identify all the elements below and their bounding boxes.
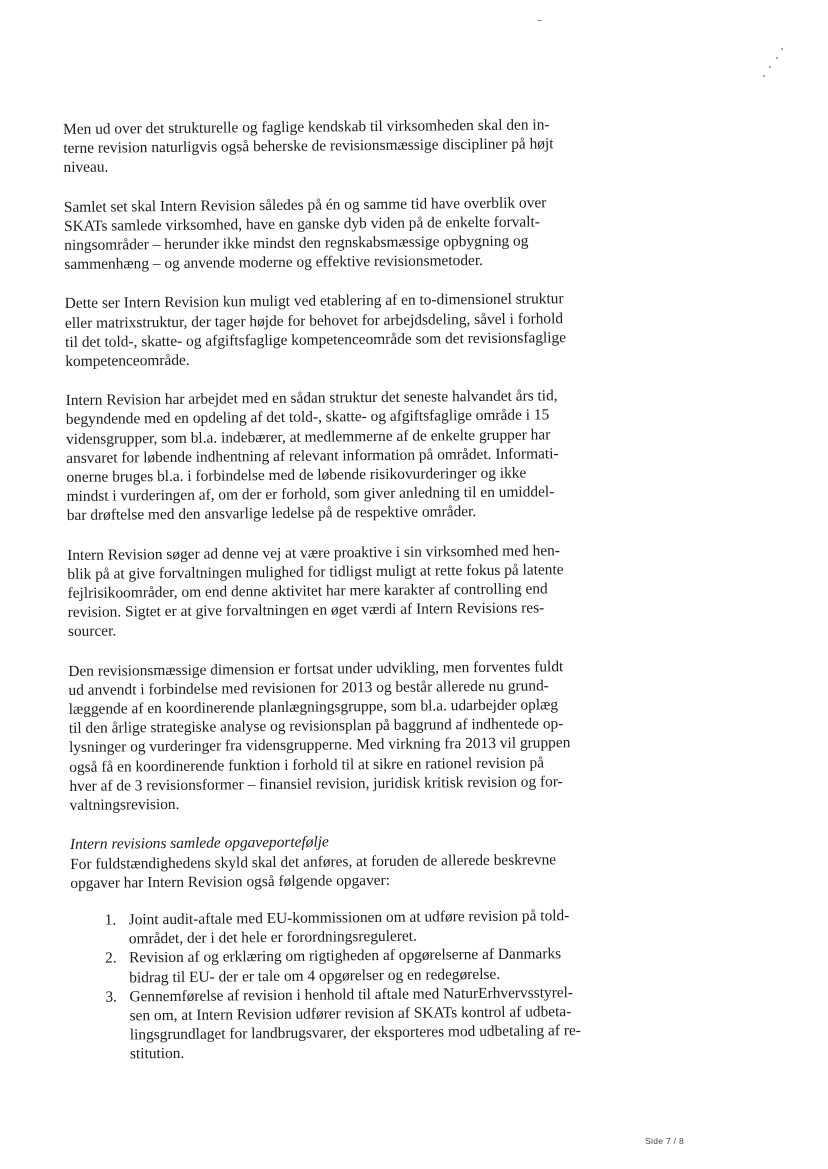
text-line: Samlet set skal Intern Revision således på én og samme tid have overblik over [63, 193, 547, 216]
text-line: niveau. [63, 158, 109, 177]
section-heading: Intern revisions samlede opgaveportefølje [69, 833, 329, 854]
text-line: onerne bruges bl.a. i forbindelse med de løbende risikovurderinger og ikke [66, 464, 527, 487]
text-line: revision. Sigtet er at give forvaltningen en øget værdi af Intern Revisions res- [67, 599, 545, 622]
text-line: vidensgrupper, som bl.a. indebærer, at medlemmerne af de enkelte grupper har [65, 425, 551, 448]
scan-speck [776, 57, 778, 59]
text-line: kompetenceområde. [65, 351, 190, 371]
paragraph [67, 540, 628, 641]
text-line: For fuldstændighedens skyld skal det anføres, at foruden de allerede beskrevne [70, 850, 557, 873]
text-line: opgaver har Intern Revision også følgende opgaver: [70, 871, 391, 892]
paragraph [66, 386, 627, 526]
text-line: eller matrixstruktur, der tager højde for behovet for arbejdsdeling, såvel i forhold [64, 309, 564, 332]
text-line: sammenhæng – og anvende moderne og effektive revisionsmetoder. [64, 252, 484, 274]
text-line: sen om, at Intern Revision udfører revision af SKATs kontrol af udbeta- [129, 1003, 572, 1025]
text-line: ansvaret for løbende indhentning af relevant information på området. Informati- [66, 445, 559, 467]
page-number: Side 7 / 8 [645, 1136, 684, 1146]
section-lead [70, 849, 630, 893]
text-line: sourcer. [67, 622, 117, 641]
text-line: hver af de 3 revisionsformer – finansiel revision, juridisk kritisk revision og for- [69, 773, 563, 795]
text-line: Intern Revision søger ad denne vej at være proaktive i sin virksomhed med hen- [67, 541, 561, 564]
text-line: Men ud over det strukturelle og faglige kendskab til virksomheden skal den in- [63, 116, 550, 138]
text-line: Dette ser Intern Revision kun muligt ved etablering af en to-dimensionel struktur [64, 290, 564, 313]
text-line: stitution. [129, 1045, 185, 1063]
text-line: mindst i vurderingen af, om der er forhold, som giver anledning til en umiddel- [66, 483, 555, 506]
scan-speck [781, 48, 783, 50]
list-item-number: 1. [104, 911, 117, 929]
text-line: Joint audit-aftale med EU-kommissionen om at udføre revision på told- [128, 907, 570, 929]
task-list [71, 905, 632, 1064]
text-line: Gennemførelse af revision i henhold til aftale med NaturErhvervsstyrel- [129, 983, 574, 1006]
scan-speck [769, 66, 771, 68]
text-line: ud anvendt i forbindelse med revisionen for 2013 og består allerede nu grund- [68, 677, 549, 699]
document-body [63, 115, 632, 1065]
text-line: Intern Revision har arbejdet med en sådan struktur det seneste halvandet års tid, [65, 387, 558, 410]
text-line: valtningsrevision. [69, 796, 180, 815]
text-line: lysninger og vurderinger fra vidensgrupperne. Med virkning fra 2013 vil gruppen [68, 734, 571, 757]
text-line: til det told-, skatte- og afgiftsfaglige kompetenceområde som det revisionsfaglige [65, 329, 567, 351]
scan-speck [763, 75, 765, 77]
text-line: Revision af og erklæring om rigtigheden af opgørelserne af Danmarks [128, 945, 562, 967]
paragraph [68, 656, 629, 815]
text-line: bar drøftelse med den ansvarlige ledelse på de respektive områder. [66, 503, 477, 525]
list-item [105, 944, 631, 987]
list-item [105, 982, 632, 1064]
text-line: lingsgrundlaget for landbrugsvarer, der eksporteres mod udbetaling af re- [129, 1022, 581, 1044]
list-item-number: 3. [105, 988, 118, 1006]
text-line: blik på at give forvaltningen mulighed for tidligst muligt at rette fokus på latente [67, 561, 564, 583]
text-line: også få en koordinerende funktion i forhold til at sikre en rationel revision på [69, 754, 545, 776]
text-line: til den årlige strategiske analyse og revisionsplan på baggrund af indhentede op- [68, 715, 564, 738]
text-line: bidrag til EU- der er tale om 4 opgørelser og en redegørelse. [129, 965, 501, 986]
text-line: SKATs samlede virksomhed, have en ganske dyb viden på de enkelte forvalt- [63, 213, 540, 235]
text-line: fejlrisikoområder, om end denne aktivitet har mere karakter af controlling end [67, 580, 548, 603]
text-line: begyndende med en opdeling af det told-, skatte- og afgiftsfaglige område i 15 [65, 406, 550, 429]
text-line: ningsområder – herunder ikke mindst den regnskabsmæssige opbygning og [64, 232, 529, 255]
paragraph [64, 192, 625, 274]
paragraph [65, 289, 626, 371]
text-line: Den revisionsmæssige dimension er fortsat under udvikling, men forventes fuldt [68, 657, 564, 680]
paragraph [63, 115, 624, 178]
list-item-number: 2. [104, 949, 117, 967]
list-item [105, 905, 631, 948]
text-line: området, der i det hele er forordningsreguleret. [128, 927, 417, 948]
text-line: læggende af en koordinerende planlægningsgruppe, som bl.a. udarbejder oplæg [68, 696, 559, 719]
text-line: terne revision naturligvis også beherske de revisionsmæssige discipliner på højt [63, 135, 554, 158]
scan-speck [537, 20, 542, 21]
